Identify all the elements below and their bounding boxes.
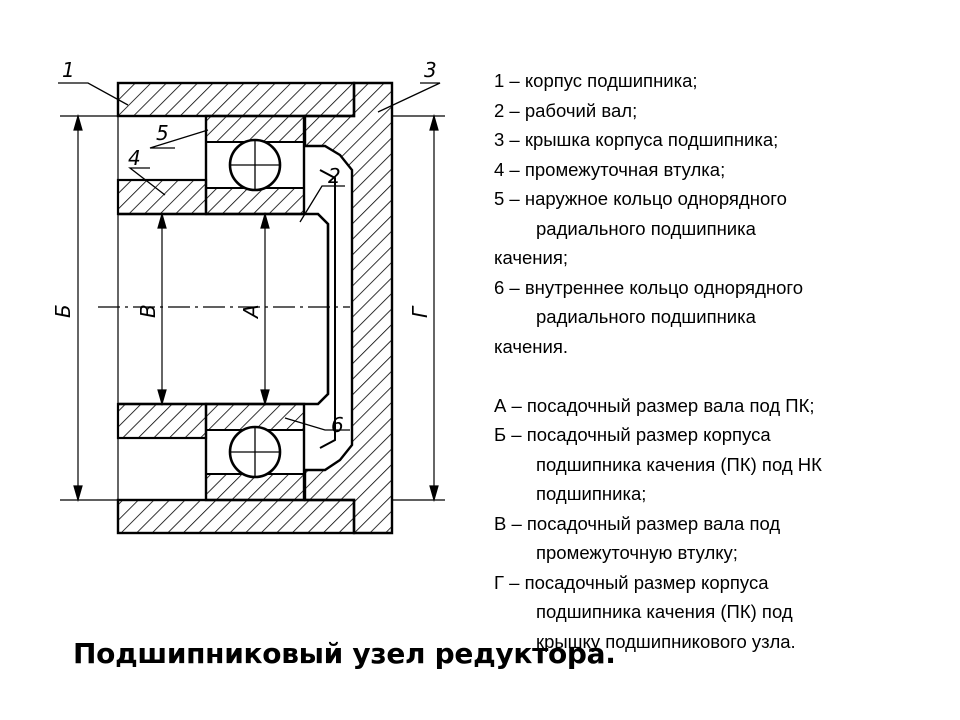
- legend-item: 1 – корпус подшипника;: [494, 70, 698, 91]
- callout-3: 3: [424, 58, 437, 82]
- dim-label-v: В: [136, 304, 160, 318]
- legend-spacer: [494, 361, 944, 391]
- dim-label-a: А: [239, 304, 263, 318]
- legend-item: радиального подшипника: [536, 306, 756, 327]
- dim-label-b: Б: [51, 304, 75, 318]
- legend-item: 3 – крышка корпуса подшипника;: [494, 129, 779, 150]
- cover: [305, 83, 392, 533]
- legend-item: промежуточную втулку;: [536, 542, 738, 563]
- legend-item: 5 – наружное кольцо однорядного: [494, 188, 787, 209]
- bushing-top: [118, 180, 206, 214]
- legend-item: качения.: [494, 335, 569, 357]
- callout-1: 1: [62, 58, 75, 82]
- bearing-bottom: [206, 404, 304, 500]
- legend: [494, 66, 944, 656]
- callout-5: 5: [156, 121, 169, 145]
- callout-2: 2: [328, 164, 341, 188]
- housing-top: [118, 83, 354, 116]
- legend-item: качения;: [494, 247, 569, 268]
- legend-item: радиального подшипника: [536, 217, 756, 239]
- dim-label-g: Г: [408, 306, 432, 318]
- legend-item: крышку подшипникового узла.: [536, 630, 796, 652]
- bushing-bottom: [118, 404, 206, 438]
- legend-item: подшипника;: [536, 483, 647, 504]
- legend-item: А – посадочный размер вала под ПК;: [494, 394, 815, 416]
- legend-item: Г – посадочный размер корпуса: [494, 571, 769, 593]
- legend-item: подшипника качения (ПК) под: [536, 601, 793, 622]
- callout-6: 6: [331, 413, 344, 437]
- callout-4: 4: [128, 146, 141, 170]
- page-caption: Подшипниковый узел редуктора.: [73, 637, 616, 670]
- legend-item: 2 – рабочий вал;: [494, 99, 638, 121]
- housing-bottom: [118, 500, 354, 533]
- legend-item: В – посадочный размер вала под: [494, 512, 781, 534]
- legend-item: подшипника качения (ПК) под НК: [536, 453, 822, 475]
- legend-item: 4 – промежуточная втулка;: [494, 158, 726, 180]
- legend-item: 6 – внутреннее кольцо однорядного: [494, 276, 803, 298]
- legend-item: Б – посадочный размер корпуса: [494, 424, 771, 445]
- bearing-top: [206, 116, 304, 214]
